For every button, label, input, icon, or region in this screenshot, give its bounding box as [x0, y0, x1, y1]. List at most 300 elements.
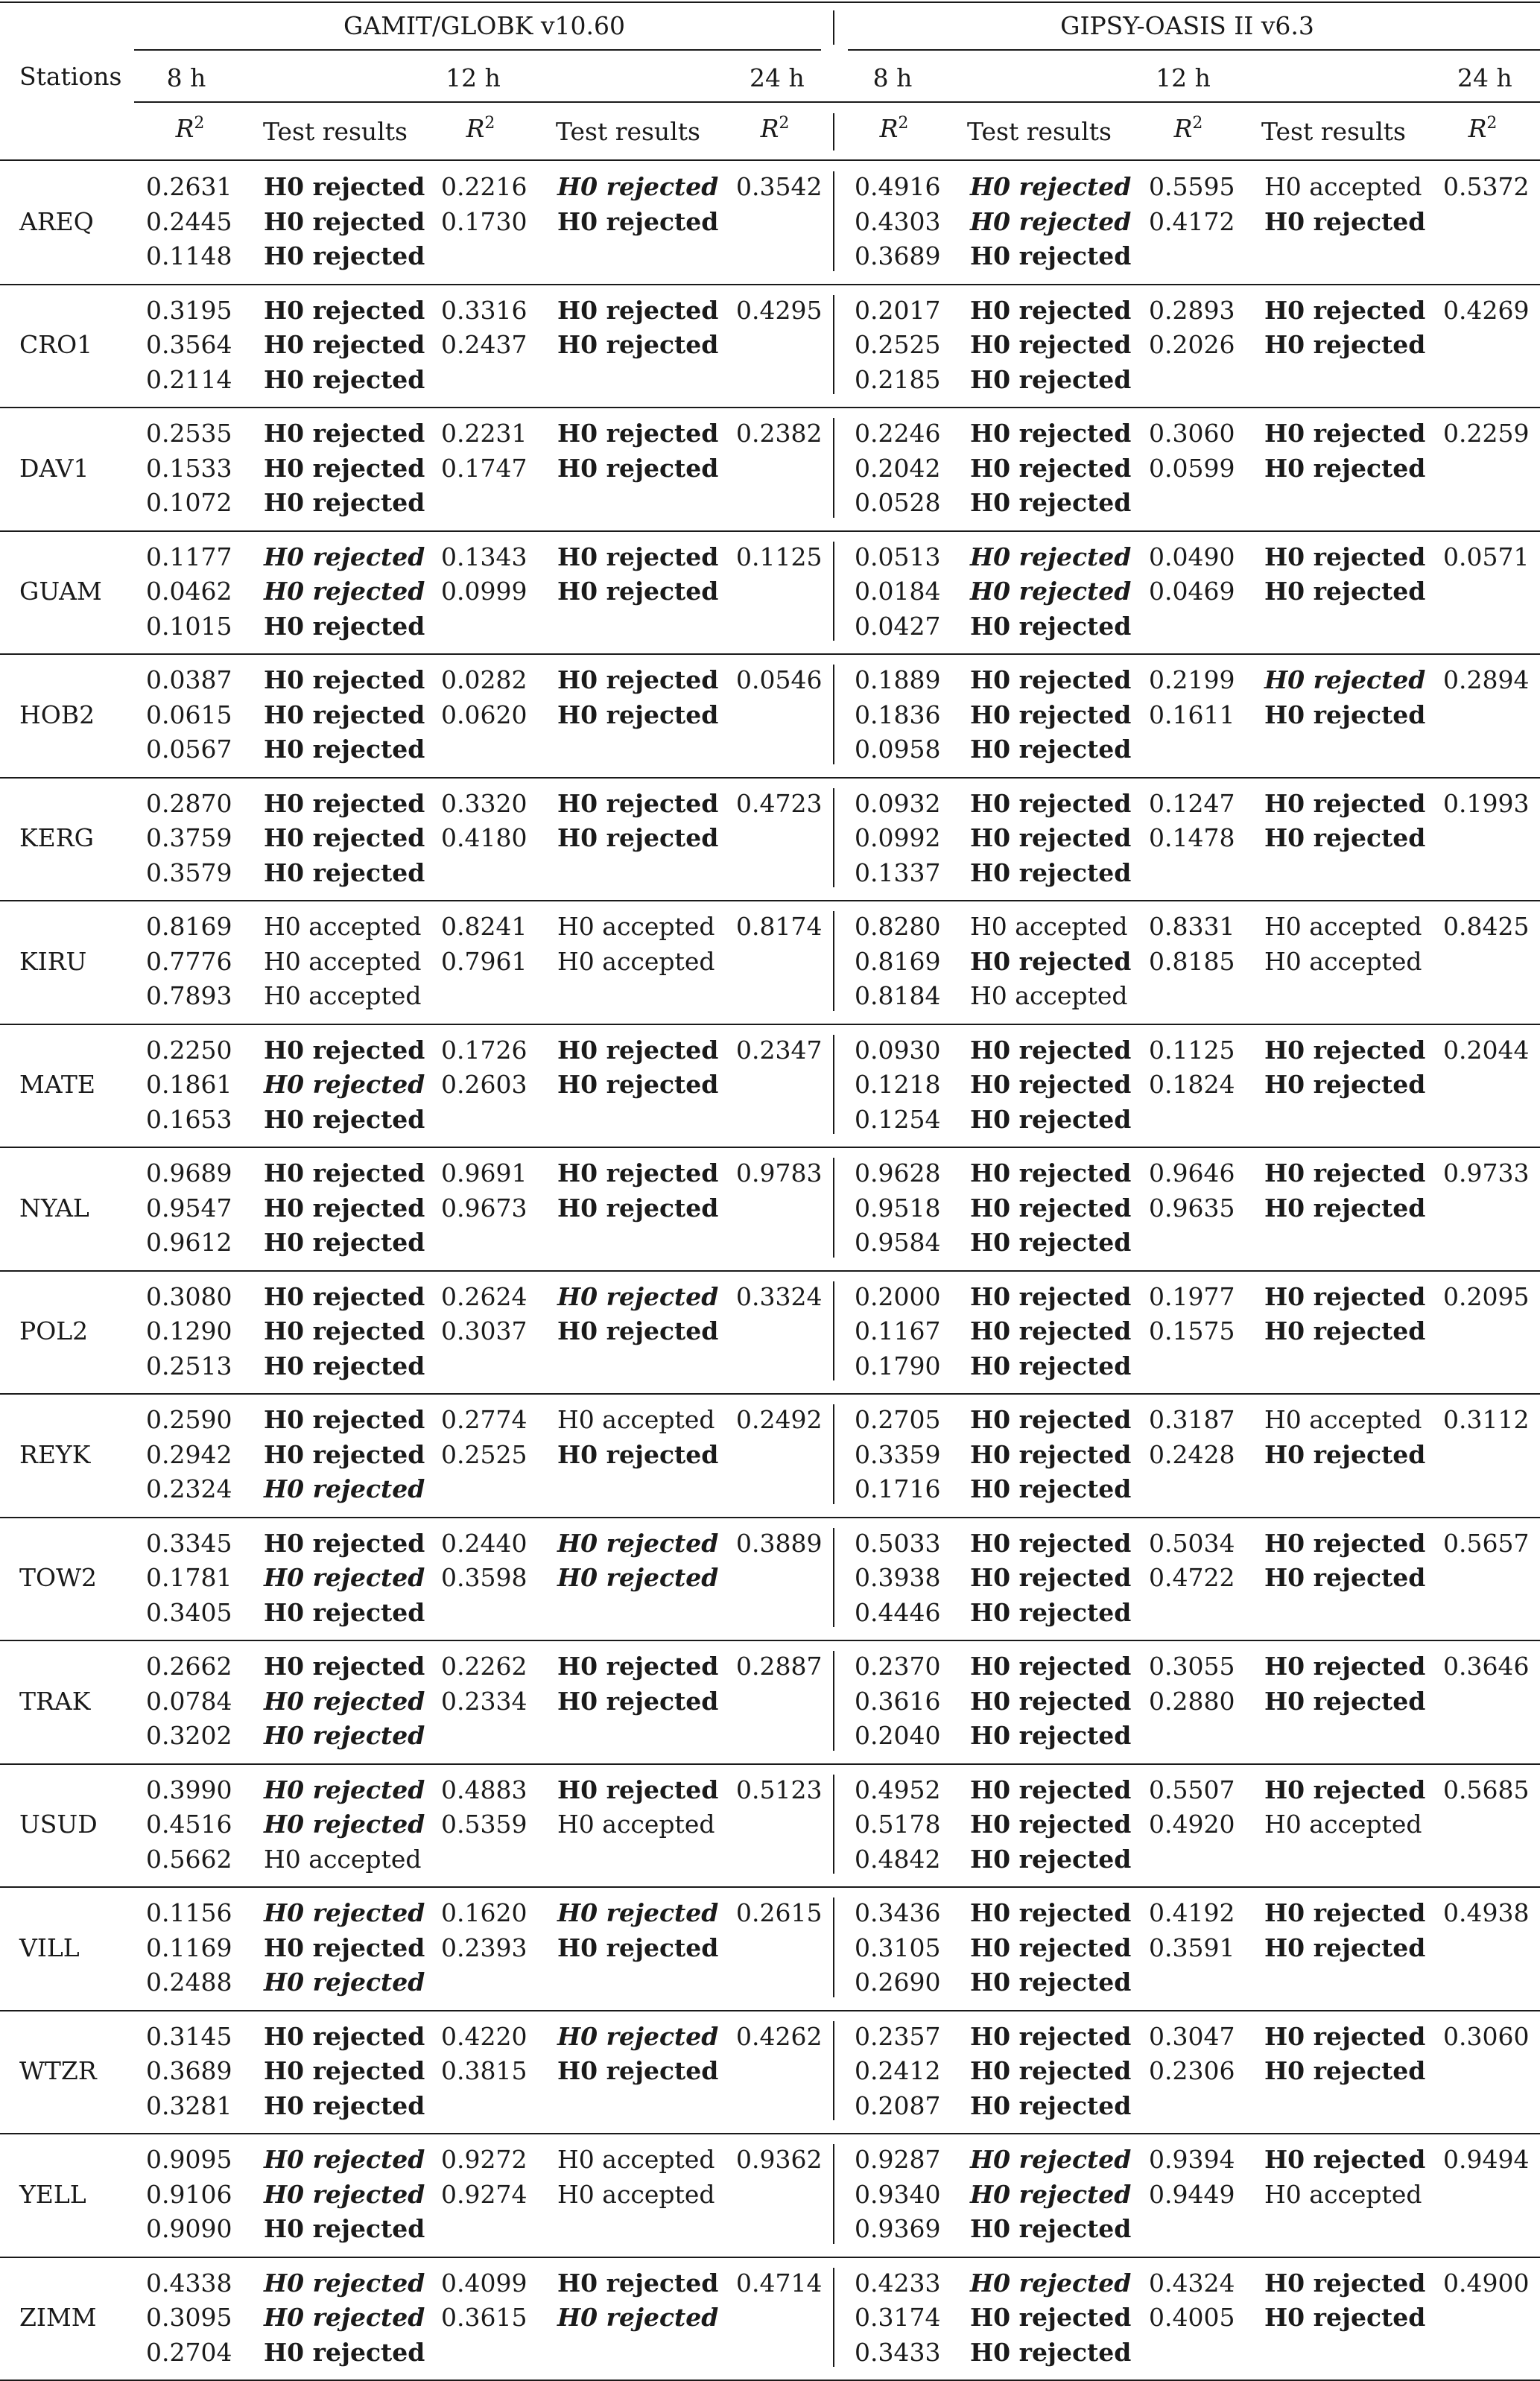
r2-value-12h: 0.3037	[441, 1316, 527, 1345]
r2-value-8h: 0.4446	[855, 1597, 941, 1627]
test-result-12h: H0 rejected	[557, 1775, 719, 1804]
r2-value-12h: 0.2880	[1149, 1686, 1235, 1716]
test-result-8h: H0 rejected	[264, 1968, 425, 1997]
test-result-8h: H0 rejected	[264, 2021, 425, 2051]
test-result-12h: H0 rejected	[1264, 665, 1426, 694]
r2-value-12h: 0.1730	[441, 206, 527, 236]
r2-value-8h: 0.4516	[146, 1810, 232, 1839]
r2-value-8h: 0.4233	[855, 2268, 941, 2298]
r2-value-8h: 0.4338	[146, 2268, 232, 2298]
r2-value-12h: 0.3615	[441, 2303, 527, 2332]
r2-value-24h: 0.4900	[1443, 2268, 1530, 2298]
r2-value-8h: 0.3938	[855, 1563, 941, 1592]
station-separator	[0, 1640, 1540, 1641]
r2-value-8h: 0.3990	[146, 1775, 232, 1804]
test-result-8h: H0 rejected	[264, 2268, 425, 2298]
test-result-8h: H0 rejected	[970, 2337, 1132, 2367]
r2-value-8h: 0.9689	[146, 1158, 232, 1188]
r2-value-8h: 0.2525	[855, 330, 941, 359]
r2-value-24h: 0.2347	[736, 1035, 823, 1065]
r2-value-8h: 0.8280	[855, 912, 941, 941]
r2-value-8h: 0.1167	[855, 1316, 941, 1345]
test-result-8h: H0 rejected	[264, 1810, 425, 1839]
test-result-8h: H0 rejected	[264, 700, 425, 729]
r2-value-8h: 0.4916	[855, 172, 941, 201]
duration-12h-gamit: 12 h	[446, 63, 501, 92]
test-result-8h: H0 rejected	[970, 1316, 1132, 1345]
r2-value-12h: 0.2603	[441, 1070, 527, 1099]
test-result-8h: H0 rejected	[264, 1686, 425, 1716]
r2-value-12h: 0.2624	[441, 1281, 527, 1311]
test-result-8h: H0 rejected	[264, 1035, 425, 1065]
r2-value-8h: 0.2042	[855, 453, 941, 483]
r2-value-12h: 0.5359	[441, 1810, 527, 1839]
r2-value-12h: 0.2774	[441, 1405, 527, 1434]
r2-value-24h: 0.4938	[1443, 1898, 1530, 1927]
test-result-8h: H0 rejected	[970, 1281, 1132, 1311]
test-result-12h: H0 accepted	[557, 912, 715, 941]
r2-value-8h: 0.3436	[855, 1898, 941, 1927]
r2-value-12h: 0.2216	[441, 172, 527, 201]
test-result-8h: H0 rejected	[970, 2145, 1132, 2174]
subheader-rule	[134, 101, 1540, 103]
r2-value-8h: 0.3359	[855, 1439, 941, 1469]
test-result-8h: H0 rejected	[264, 295, 425, 325]
test-result-8h: H0 rejected	[970, 1810, 1132, 1839]
test-result-12h: H0 accepted	[1264, 172, 1422, 201]
r2-value-12h: 0.2440	[441, 1528, 527, 1558]
r2-value-8h: 0.8184	[855, 981, 941, 1010]
test-result-8h: H0 rejected	[264, 1652, 425, 1681]
test-result-12h: H0 rejected	[1264, 2021, 1426, 2051]
r2-value-8h: 0.2017	[855, 295, 941, 325]
r2-value-24h: 0.5685	[1443, 1775, 1530, 1804]
r2-value-24h: 0.3542	[736, 172, 823, 201]
r2-header: $R^2$	[1468, 114, 1498, 143]
r2-value-8h: 0.2690	[855, 1968, 941, 1997]
r2-value-8h: 0.3195	[146, 295, 232, 325]
test-result-8h: H0 rejected	[970, 330, 1132, 359]
r2-value-12h: 0.8185	[1149, 946, 1235, 976]
test-results-header: Test results	[556, 117, 700, 146]
r2-value-24h: 0.4269	[1443, 295, 1530, 325]
test-result-8h: H0 rejected	[264, 665, 425, 694]
r2-value-12h: 0.4172	[1149, 206, 1235, 236]
r2-value-12h: 0.5507	[1149, 1775, 1235, 1804]
test-result-8h: H0 rejected	[970, 2268, 1132, 2298]
test-result-12h: H0 rejected	[557, 665, 719, 694]
test-result-8h: H0 rejected	[264, 2179, 425, 2209]
test-result-8h: H0 rejected	[264, 1158, 425, 1188]
r2-value-12h: 0.3316	[441, 295, 527, 325]
r2-value-8h: 0.2185	[855, 364, 941, 394]
test-result-12h: H0 rejected	[557, 1563, 719, 1592]
station-name: YELL	[19, 2179, 86, 2209]
test-result-12h: H0 rejected	[557, 2021, 719, 2051]
test-result-8h: H0 rejected	[970, 1528, 1132, 1558]
test-result-12h: H0 rejected	[1264, 1528, 1426, 1558]
r2-value-24h: 0.3324	[736, 1281, 823, 1311]
r2-value-24h: 0.8174	[736, 912, 823, 941]
test-result-8h: H0 rejected	[970, 1158, 1132, 1188]
test-result-8h: H0 rejected	[264, 823, 425, 852]
group-rule-gipsy	[848, 49, 1540, 51]
r2-value-12h: 0.9449	[1149, 2179, 1235, 2209]
test-result-12h: H0 rejected	[1264, 2303, 1426, 2332]
test-result-12h: H0 rejected	[557, 823, 719, 852]
r2-value-12h: 0.2262	[441, 1652, 527, 1681]
r2-value-12h: 0.2026	[1149, 330, 1235, 359]
test-result-12h: H0 rejected	[1264, 2268, 1426, 2298]
r2-value-8h: 0.1337	[855, 857, 941, 887]
r2-value-12h: 0.1575	[1149, 1316, 1235, 1345]
r2-header: $R^2$	[1173, 114, 1203, 143]
r2-value-24h: 0.2887	[736, 1652, 823, 1681]
test-result-8h: H0 rejected	[264, 1070, 425, 1099]
r2-value-24h: 0.9733	[1443, 1158, 1530, 1188]
header-bottom-rule	[0, 159, 1540, 161]
r2-value-8h: 0.1015	[146, 611, 232, 641]
group-divider	[833, 113, 834, 150]
test-result-8h: H0 rejected	[264, 1933, 425, 1962]
r2-value-12h: 0.2525	[441, 1439, 527, 1469]
test-result-8h: H0 accepted	[970, 912, 1128, 941]
r2-value-8h: 0.1177	[146, 542, 232, 571]
station-separator	[0, 1886, 1540, 1888]
r2-value-24h: 0.3060	[1443, 2021, 1530, 2051]
r2-value-12h: 0.9635	[1149, 1193, 1235, 1223]
r2-value-8h: 0.2705	[855, 1405, 941, 1434]
station-separator	[0, 1147, 1540, 1148]
r2-value-8h: 0.9287	[855, 2145, 941, 2174]
r2-value-8h: 0.3616	[855, 1686, 941, 1716]
test-result-12h: H0 rejected	[557, 1035, 719, 1065]
group-divider	[833, 171, 834, 271]
test-result-8h: H0 rejected	[970, 946, 1132, 976]
test-result-8h: H0 rejected	[264, 1563, 425, 1592]
r2-value-24h: 0.3112	[1443, 1405, 1530, 1434]
test-result-12h: H0 rejected	[557, 1158, 719, 1188]
test-result-12h: H0 rejected	[1264, 1775, 1426, 1804]
test-result-8h: H0 rejected	[970, 1652, 1132, 1681]
test-result-8h: H0 rejected	[970, 1563, 1132, 1592]
group-divider	[833, 665, 834, 764]
test-result-8h: H0 rejected	[970, 488, 1132, 517]
test-results-header: Test results	[263, 117, 408, 146]
station-separator	[0, 653, 1540, 655]
r2-value-24h: 0.2259	[1443, 419, 1530, 448]
test-result-8h: H0 rejected	[970, 1351, 1132, 1380]
test-result-12h: H0 rejected	[557, 1898, 719, 1927]
r2-value-8h: 0.0387	[146, 665, 232, 694]
r2-value-24h: 0.8425	[1443, 912, 1530, 941]
station-separator	[0, 2133, 1540, 2134]
test-result-8h: H0 rejected	[264, 1351, 425, 1380]
r2-value-8h: 0.2412	[855, 2056, 941, 2085]
test-result-8h: H0 rejected	[970, 295, 1132, 325]
r2-value-8h: 0.9547	[146, 1193, 232, 1223]
test-results-header: Test results	[1261, 117, 1406, 146]
r2-value-12h: 0.1247	[1149, 788, 1235, 818]
r2-value-12h: 0.4883	[441, 1775, 527, 1804]
group-divider	[833, 1775, 834, 1874]
duration-8h-gamit: 8 h	[166, 63, 206, 92]
test-result-8h: H0 rejected	[970, 823, 1132, 852]
test-result-8h: H0 rejected	[970, 542, 1132, 571]
r2-value-24h: 0.2095	[1443, 1281, 1530, 1311]
test-result-12h: H0 rejected	[557, 2056, 719, 2085]
test-result-12h: H0 rejected	[1264, 1563, 1426, 1592]
r2-value-12h: 0.3598	[441, 1563, 527, 1592]
r2-value-24h: 0.5123	[736, 1775, 823, 1804]
r2-value-8h: 0.0427	[855, 611, 941, 641]
r2-value-8h: 0.4842	[855, 1844, 941, 1874]
r2-value-8h: 0.3080	[146, 1281, 232, 1311]
r2-value-8h: 0.9518	[855, 1193, 941, 1223]
station-name: WTZR	[19, 2056, 97, 2085]
r2-value-8h: 0.1254	[855, 1104, 941, 1134]
r2-value-8h: 0.0992	[855, 823, 941, 852]
test-result-12h: H0 rejected	[557, 295, 719, 325]
r2-value-8h: 0.1169	[146, 1933, 232, 1962]
station-separator	[0, 900, 1540, 901]
test-result-8h: H0 rejected	[264, 2145, 425, 2174]
r2-value-8h: 0.0615	[146, 700, 232, 729]
test-result-12h: H0 rejected	[1264, 1439, 1426, 1469]
r2-value-24h: 0.2894	[1443, 665, 1530, 694]
test-result-8h: H0 rejected	[264, 330, 425, 359]
test-result-12h: H0 rejected	[1264, 295, 1426, 325]
r2-value-12h: 0.3591	[1149, 1933, 1235, 1962]
r2-value-8h: 0.2250	[146, 1035, 232, 1065]
test-result-12h: H0 rejected	[1264, 1898, 1426, 1927]
r2-value-8h: 0.9106	[146, 2179, 232, 2209]
test-result-12h: H0 rejected	[557, 2303, 719, 2332]
r2-value-8h: 0.1861	[146, 1070, 232, 1099]
group-divider	[833, 418, 834, 518]
test-result-8h: H0 rejected	[970, 735, 1132, 764]
r2-value-12h: 0.2199	[1149, 665, 1235, 694]
test-result-12h: H0 rejected	[1264, 419, 1426, 448]
r2-value-8h: 0.9369	[855, 2214, 941, 2243]
test-result-12h: H0 rejected	[1264, 2145, 1426, 2174]
r2-value-12h: 0.0620	[441, 700, 527, 729]
test-result-8h: H0 rejected	[264, 1104, 425, 1134]
r2-header: $R^2$	[879, 114, 909, 143]
test-result-8h: H0 rejected	[970, 364, 1132, 394]
r2-value-12h: 0.3047	[1149, 2021, 1235, 2051]
test-result-12h: H0 rejected	[557, 577, 719, 606]
test-result-8h: H0 rejected	[970, 1721, 1132, 1750]
test-result-12h: H0 rejected	[1264, 1281, 1426, 1311]
group-header-gamit: GAMIT/GLOBK v10.60	[343, 11, 625, 40]
r2-value-12h: 0.1343	[441, 542, 527, 571]
r2-value-12h: 0.2393	[441, 1933, 527, 1962]
station-name: TRAK	[19, 1686, 91, 1716]
test-result-12h: H0 rejected	[1264, 1316, 1426, 1345]
r2-value-8h: 0.0932	[855, 788, 941, 818]
r2-value-12h: 0.9274	[441, 2179, 527, 2209]
test-result-8h: H0 rejected	[970, 1898, 1132, 1927]
group-divider	[833, 1528, 834, 1628]
r2-value-12h: 0.1620	[441, 1898, 527, 1927]
r2-value-8h: 0.7893	[146, 981, 232, 1010]
test-result-8h: H0 rejected	[970, 453, 1132, 483]
r2-value-24h: 0.2492	[736, 1405, 823, 1434]
test-result-8h: H0 rejected	[970, 1193, 1132, 1223]
station-name: KIRU	[19, 946, 87, 976]
group-divider	[833, 2268, 834, 2368]
r2-value-8h: 0.3281	[146, 2090, 232, 2120]
test-result-8h: H0 rejected	[970, 788, 1132, 818]
r2-value-8h: 0.2704	[146, 2337, 232, 2367]
test-result-8h: H0 rejected	[970, 700, 1132, 729]
r2-header: $R^2$	[760, 114, 790, 143]
r2-value-12h: 0.4324	[1149, 2268, 1235, 2298]
test-result-12h: H0 rejected	[557, 1316, 719, 1345]
r2-value-8h: 0.5662	[146, 1844, 232, 1874]
r2-value-12h: 0.8241	[441, 912, 527, 941]
r2-value-12h: 0.4722	[1149, 1563, 1235, 1592]
test-result-12h: H0 rejected	[557, 1281, 719, 1311]
r2-value-8h: 0.3202	[146, 1721, 232, 1750]
station-name: ZIMM	[19, 2303, 97, 2332]
r2-value-8h: 0.1889	[855, 665, 941, 694]
r2-value-8h: 0.9340	[855, 2179, 941, 2209]
group-rule-gamit	[134, 49, 821, 51]
test-result-8h: H0 rejected	[264, 1193, 425, 1223]
r2-value-12h: 0.0490	[1149, 542, 1235, 571]
station-name: GUAM	[19, 577, 102, 606]
test-result-12h: H0 accepted	[1264, 1405, 1422, 1434]
test-result-12h: H0 rejected	[1264, 2056, 1426, 2085]
test-result-8h: H0 rejected	[264, 1775, 425, 1804]
r2-value-12h: 0.2231	[441, 419, 527, 448]
r2-value-8h: 0.2040	[855, 1721, 941, 1750]
test-result-8h: H0 rejected	[264, 488, 425, 517]
test-result-8h: H0 accepted	[970, 981, 1128, 1010]
station-separator	[0, 1024, 1540, 1025]
r2-value-12h: 0.5034	[1149, 1528, 1235, 1558]
r2-value-8h: 0.1781	[146, 1563, 232, 1592]
r2-value-12h: 0.4920	[1149, 1810, 1235, 1839]
test-result-8h: H0 rejected	[264, 577, 425, 606]
test-result-12h: H0 accepted	[1264, 912, 1422, 941]
r2-value-8h: 0.3405	[146, 1597, 232, 1627]
r2-value-12h: 0.3187	[1149, 1405, 1235, 1434]
test-result-8h: H0 rejected	[970, 577, 1132, 606]
r2-value-12h: 0.3320	[441, 788, 527, 818]
station-separator	[0, 777, 1540, 779]
test-result-12h: H0 rejected	[557, 330, 719, 359]
station-separator	[0, 1393, 1540, 1395]
r2-value-8h: 0.0184	[855, 577, 941, 606]
r2-value-12h: 0.0999	[441, 577, 527, 606]
station-separator	[0, 284, 1540, 285]
test-result-8h: H0 rejected	[264, 788, 425, 818]
r2-value-12h: 0.4005	[1149, 2303, 1235, 2332]
group-divider	[833, 1158, 834, 1258]
test-result-8h: H0 rejected	[264, 735, 425, 764]
test-result-12h: H0 rejected	[1264, 1070, 1426, 1099]
r2-value-8h: 0.2324	[146, 1474, 232, 1503]
duration-24h-gamit: 24 h	[750, 63, 805, 92]
r2-value-24h: 0.5372	[1443, 172, 1530, 201]
duration-12h-gipsy: 12 h	[1156, 63, 1211, 92]
duration-24h-gipsy: 24 h	[1457, 63, 1512, 92]
r2-value-8h: 0.1790	[855, 1351, 941, 1380]
station-name: AREQ	[19, 206, 94, 236]
test-result-8h: H0 rejected	[970, 1439, 1132, 1469]
test-result-12h: H0 rejected	[1264, 1035, 1426, 1065]
test-result-12h: H0 rejected	[557, 1933, 719, 1962]
r2-value-8h: 0.9095	[146, 2145, 232, 2174]
r2-value-24h: 0.9783	[736, 1158, 823, 1188]
station-name: VILL	[19, 1933, 80, 1962]
r2-value-12h: 0.0599	[1149, 453, 1235, 483]
r2-value-8h: 0.2870	[146, 788, 232, 818]
test-result-8h: H0 rejected	[264, 1228, 425, 1257]
r2-value-8h: 0.9090	[146, 2214, 232, 2243]
test-result-8h: H0 rejected	[970, 1228, 1132, 1257]
r2-value-8h: 0.3095	[146, 2303, 232, 2332]
test-result-8h: H0 rejected	[970, 1405, 1132, 1434]
r2-value-12h: 0.2428	[1149, 1439, 1235, 1469]
test-result-12h: H0 rejected	[557, 2268, 719, 2298]
group-divider	[833, 1281, 834, 1381]
test-result-8h: H0 rejected	[264, 2090, 425, 2120]
test-result-12h: H0 rejected	[557, 206, 719, 236]
station-name: TOW2	[19, 1563, 97, 1592]
r2-value-24h: 0.1993	[1443, 788, 1530, 818]
test-result-12h: H0 accepted	[1264, 2179, 1422, 2209]
r2-value-8h: 0.2114	[146, 364, 232, 394]
r2-value-8h: 0.3564	[146, 330, 232, 359]
r2-value-12h: 0.2306	[1149, 2056, 1235, 2085]
group-divider	[833, 2021, 834, 2121]
test-result-8h: H0 rejected	[970, 206, 1132, 236]
r2-header: $R^2$	[175, 114, 205, 143]
test-result-12h: H0 rejected	[1264, 1158, 1426, 1188]
test-result-8h: H0 rejected	[264, 1474, 425, 1503]
r2-value-24h: 0.5657	[1443, 1528, 1530, 1558]
r2-value-8h: 0.4303	[855, 206, 941, 236]
test-result-8h: H0 rejected	[970, 2021, 1132, 2051]
r2-value-8h: 0.5033	[855, 1528, 941, 1558]
r2-value-12h: 0.9691	[441, 1158, 527, 1188]
r2-value-24h: 0.4295	[736, 295, 823, 325]
r2-value-12h: 0.1478	[1149, 823, 1235, 852]
r2-value-8h: 0.2535	[146, 419, 232, 448]
test-result-8h: H0 rejected	[970, 1474, 1132, 1503]
station-separator	[0, 1763, 1540, 1765]
test-result-8h: H0 rejected	[264, 2214, 425, 2243]
r2-value-24h: 0.2382	[736, 419, 823, 448]
r2-value-8h: 0.2246	[855, 419, 941, 448]
r2-value-12h: 0.4099	[441, 2268, 527, 2298]
r2-value-12h: 0.7961	[441, 946, 527, 976]
test-result-12h: H0 rejected	[557, 1439, 719, 1469]
test-result-12h: H0 rejected	[1264, 453, 1426, 483]
test-result-8h: H0 rejected	[264, 2337, 425, 2367]
r2-value-12h: 0.4220	[441, 2021, 527, 2051]
r2-value-8h: 0.3174	[855, 2303, 941, 2332]
group-divider	[833, 1651, 834, 1751]
test-result-8h: H0 rejected	[264, 542, 425, 571]
station-name: CRO1	[19, 330, 93, 359]
test-result-12h: H0 rejected	[1264, 1933, 1426, 1962]
r2-value-12h: 0.1977	[1149, 1281, 1235, 1311]
